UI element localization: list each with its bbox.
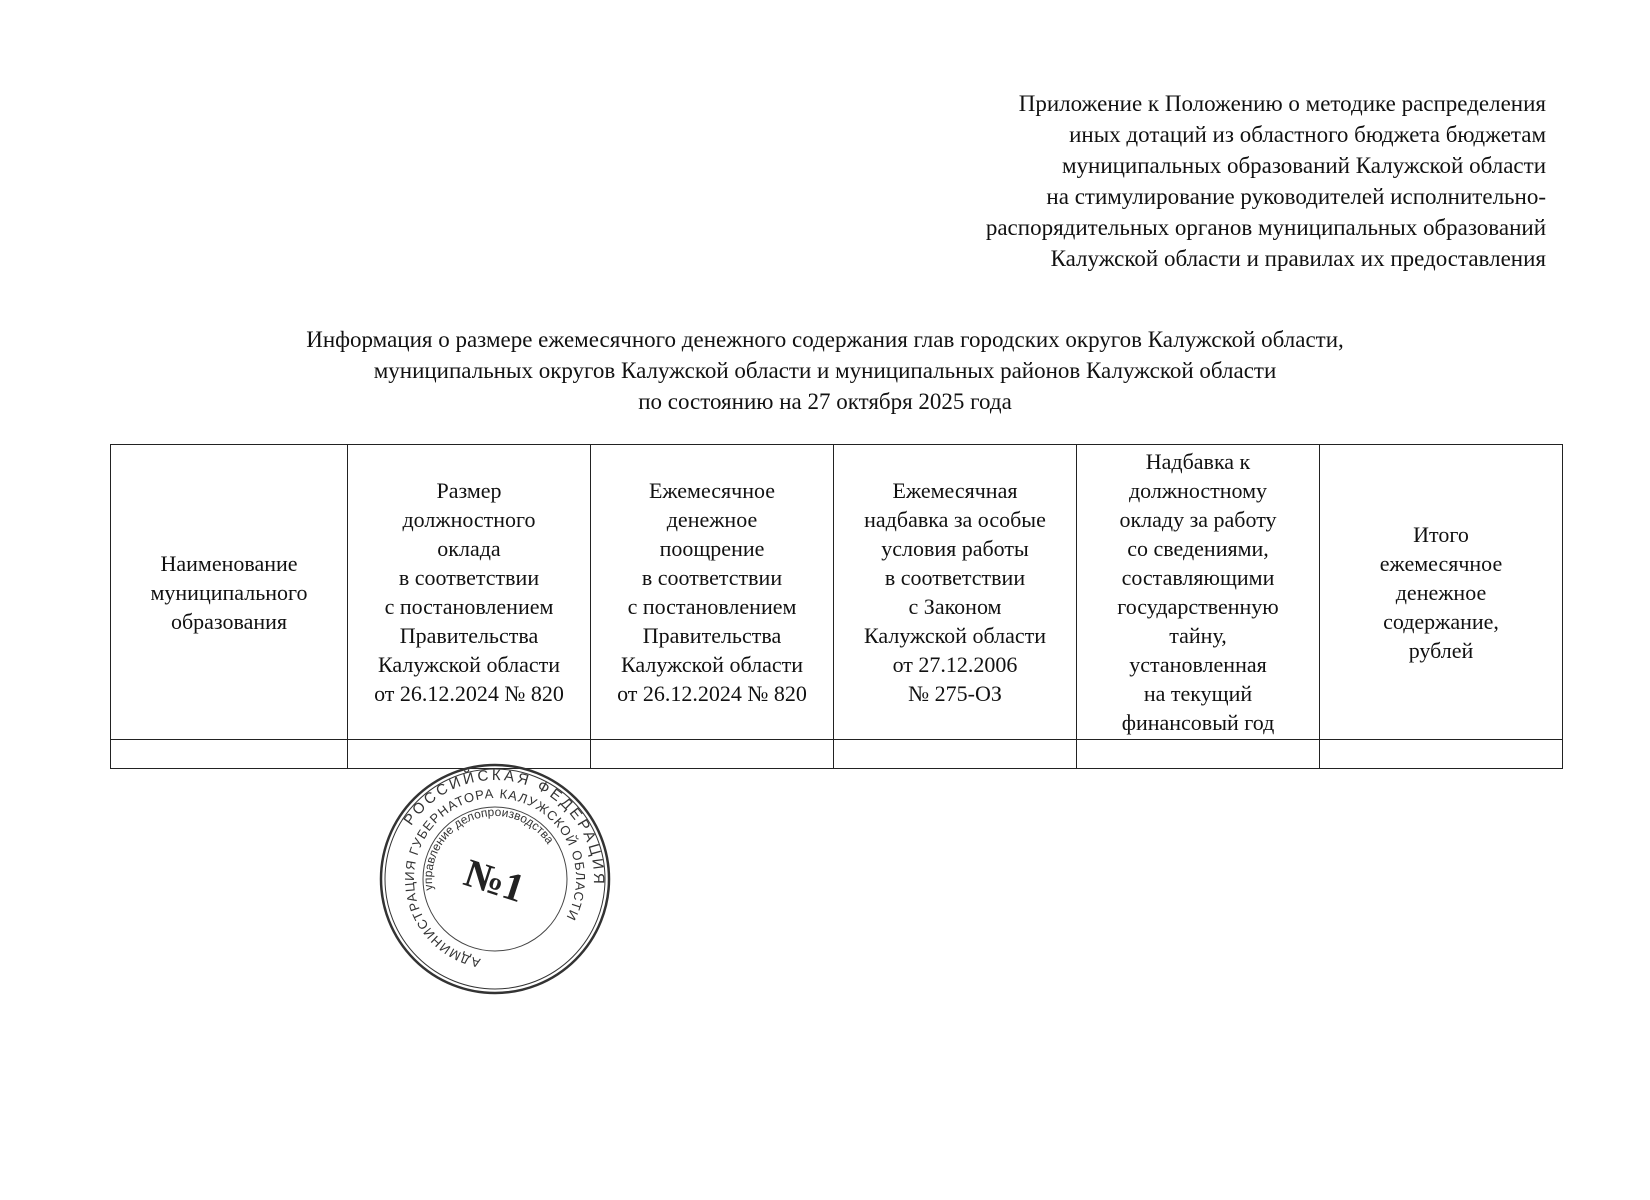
- header-line: Итого: [1413, 521, 1469, 547]
- table-row: [111, 740, 1563, 769]
- header-line: условия работы: [881, 536, 1029, 561]
- appendix-line: на стимулирование руководителей исполнительно-: [1046, 184, 1546, 209]
- header-line: с постановлением: [384, 594, 554, 619]
- title-line: Информация о размере ежемесячного денежного содержания глав городских округов Калужской области,: [306, 327, 1344, 352]
- header-line: окладу за работу: [1119, 507, 1277, 532]
- header-municipality: [111, 445, 348, 740]
- header-line: содержание,: [1383, 608, 1499, 634]
- header-line: с постановлением: [627, 594, 797, 619]
- header-line: денежное: [666, 507, 758, 532]
- appendix-line: распорядительных органов муниципальных образований: [985, 215, 1546, 240]
- header-line: в соответствии: [884, 565, 1026, 590]
- header-line: от 26.12.2024 № 820: [617, 681, 807, 706]
- header-line: ежемесячное: [1379, 550, 1503, 576]
- header-special-conditions-allowance: [834, 445, 1077, 740]
- title-line: муниципальных округов Калужской области и муниципальных районов Калужской области: [373, 358, 1277, 383]
- salary-table: [110, 444, 1563, 769]
- appendix-line: муниципальных образований Калужской области: [1061, 153, 1546, 178]
- header-line: с Законом: [908, 594, 1002, 619]
- table-header-row: [111, 445, 1563, 740]
- header-line: установленная: [1129, 652, 1267, 677]
- table-cell: [111, 740, 348, 769]
- table-cell: [834, 740, 1077, 769]
- table-cell: [1320, 740, 1563, 769]
- header-line: Правительства: [642, 623, 782, 648]
- header-line: денежное: [1395, 579, 1487, 605]
- seal-center-number: №1: [458, 849, 531, 912]
- header-line: государственную: [1117, 594, 1279, 619]
- header-line: образования: [170, 608, 288, 634]
- header-line: надбавка за особые: [864, 507, 1046, 532]
- header-monthly-bonus: [591, 445, 834, 740]
- header-line: Наименование: [160, 550, 298, 576]
- header-line: от 26.12.2024 № 820: [374, 681, 564, 706]
- header-line: должностному: [1128, 478, 1268, 503]
- header-line: № 275-ОЗ: [908, 681, 1002, 706]
- header-line: в соответствии: [641, 565, 783, 590]
- table-cell: [591, 740, 834, 769]
- header-line: Правительства: [399, 623, 539, 648]
- header-line: на текущий: [1143, 681, 1253, 706]
- header-line: финансовый год: [1121, 710, 1275, 735]
- header-line: тайну,: [1169, 623, 1227, 648]
- official-seal-stamp: [378, 762, 612, 996]
- appendix-line: Калужской области и правилах их предоставления: [1050, 246, 1546, 271]
- table-cell: [1077, 740, 1320, 769]
- appendix-line: иных дотаций из областного бюджета бюджетам: [1069, 122, 1546, 147]
- header-line: рублей: [1408, 637, 1474, 663]
- header-total: [1320, 445, 1563, 740]
- document-title: [0, 324, 1650, 417]
- header-line: со сведениями,: [1127, 536, 1269, 561]
- header-line: Надбавка к: [1145, 449, 1251, 474]
- appendix-note: [826, 88, 1546, 274]
- header-line: Калужской области: [621, 652, 803, 677]
- header-line: оклада: [437, 536, 501, 561]
- header-line: от 27.12.2006: [892, 652, 1018, 677]
- title-line: по состоянию на 27 октября 2025 года: [638, 389, 1012, 414]
- seal-inner-text: управление делопроизводства: [420, 804, 557, 892]
- header-line: муниципального: [150, 579, 308, 605]
- header-line: Размер: [436, 478, 502, 503]
- header-line: Ежемесячная: [892, 478, 1018, 503]
- header-base-salary: [348, 445, 591, 740]
- header-line: Калужской области: [378, 652, 560, 677]
- header-line: должностного: [402, 507, 536, 532]
- header-line: в соответствии: [398, 565, 540, 590]
- seal-outer-text: РОССИЙСКАЯ ФЕДЕРАЦИЯ: [400, 766, 608, 887]
- appendix-line: Приложение к Положению о методике распределения: [1018, 91, 1546, 116]
- header-state-secret-allowance: [1077, 445, 1320, 740]
- header-line: составляющими: [1121, 565, 1275, 590]
- header-line: поощрение: [659, 536, 765, 561]
- header-line: Калужской области: [864, 623, 1046, 648]
- seal-middle-text: АДМИНИСТРАЦИЯ ГУБЕРНАТОРА КАЛУЖСКОЙ ОБЛАСТИ: [401, 785, 589, 971]
- header-line: Ежемесячное: [648, 478, 776, 503]
